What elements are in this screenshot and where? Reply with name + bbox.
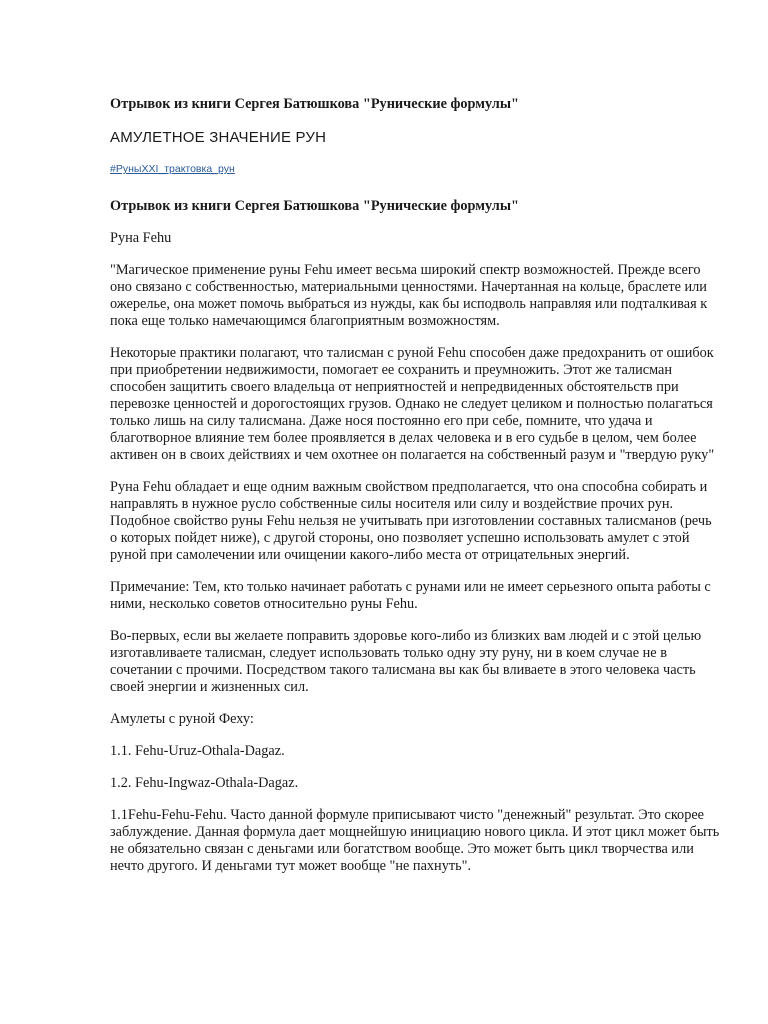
formula-1-2: 1.2. Fehu-Ingwaz-Othala-Dagaz. bbox=[110, 775, 299, 791]
paragraph-note: Примечание: Тем, кто только начинает работать с рунами или не имеет серьезного опыта работы с ними, несколько советов относительно руны Fehu. bbox=[110, 579, 711, 612]
paragraph-1: "Магическое применение руны Fehu имеет весьма широкий спектр возможностей. Прежде всего оно связано с собственностью, материальными ценностями. Начертанная на кольце, браслете или ожерелье, она может помочь выбраться из нужды, как бы исподволь направляя или подталкивая к пока еще только намечающимся благоприятным возможностям. bbox=[110, 262, 708, 329]
section-heading: АМУЛЕТНОЕ ЗНАЧЕНИЕ РУН bbox=[110, 129, 327, 146]
paragraph-4: Во-первых, если вы желаете поправить здоровье кого-либо из близких вам людей и с этой целью изготавливаете талисман, следует использовать только одну эту руну, ни в коем случае не в сочетании с прочими. Посредством такого талисмана вы как бы вливаете в этого человека часть своей энергии и жизненных сил. bbox=[110, 628, 702, 695]
document-page bbox=[110, 96, 720, 890]
formula-1-1: 1.1. Fehu-Uruz-Othala-Dagaz. bbox=[110, 743, 285, 759]
rune-name: Руна Fehu bbox=[110, 230, 172, 246]
formula-fehu-triple: 1.1Fehu-Fehu-Fehu. Часто данной формуле приписывают чисто "денежный" результат. Это скорее заблуждение. Данная формула дает мощнейшую инициацию нового цикла. И этот цикл может быть не обязательно связан с деньгами или богатством вообще. Это может быть цикл творчества или нечто другого. И деньгами тут может вообще "не пахнуть". bbox=[110, 807, 720, 874]
amulets-heading: Амулеты с руной Феху: bbox=[110, 711, 254, 727]
paragraph-2: Некоторые практики полагают, что талисман с руной Fehu способен даже предохранить от ошибок при приобретении недвижимости, помогает ее сохранить и преумножить. Этот же талисман способен защитить своего владельца от неприятностей и непредвиденных обстоятельств при перевозке ценностей и дорогостоящих грузов. Однако не следует целиком и полностью полагаться только лишь на силу талисмана. Даже нося постоянно его при себе, помните, что удача и благотворное влияние тем более проявляется в делах человека и в его судьбе в целом, чем более активен он в своих действиях и чем охотнее он полагается на собственный разум и "твердую руку" bbox=[110, 345, 715, 463]
document-title-repeat: Отрывок из книги Сергея Батюшкова "Рунические формулы" bbox=[110, 198, 519, 214]
document-title: Отрывок из книги Сергея Батюшкова "Рунические формулы" bbox=[110, 96, 519, 112]
hashtag-link[interactable]: #РуныXXI_трактовка_рун bbox=[110, 163, 235, 175]
paragraph-3: Руна Fehu обладает и еще одним важным свойством предполагается, что она способна собирать и направлять в нужное русло собственные силы носителя или силу и воздействие прочих рун. Подобное свойство руны Fehu нельзя не учитывать при изготовлении составных талисманов (речь о которых пойдет ниже), с другой стороны, оно позволяет успешно использовать амулет с этой руной при самолечении или очищении какого-либо места от отрицательных энергий. bbox=[110, 479, 712, 563]
